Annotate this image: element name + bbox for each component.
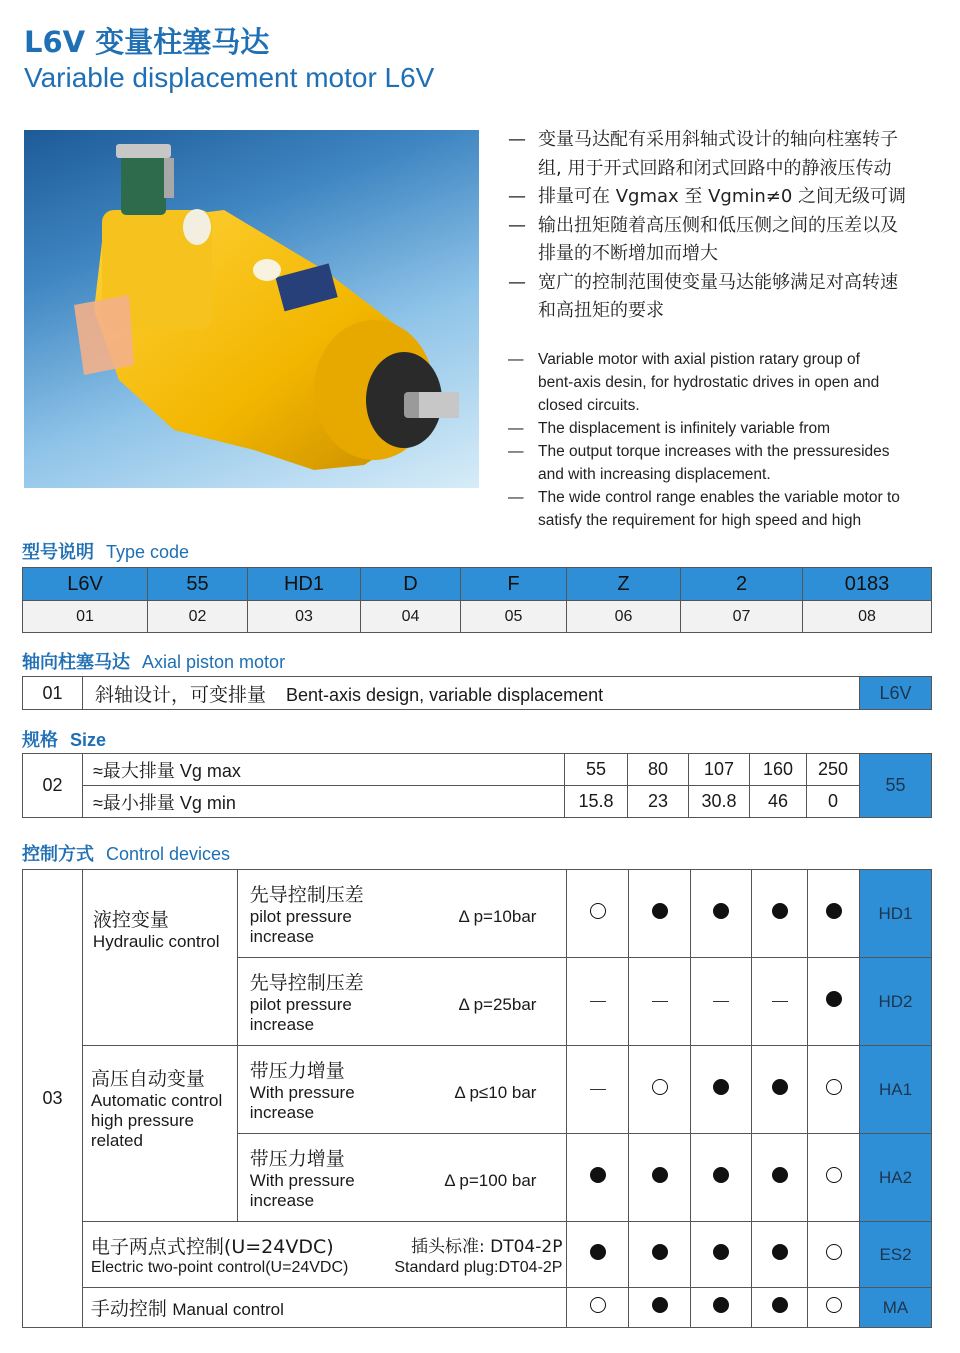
feature-cn-1: — 变量马达配有采用斜轴式设计的轴向柱塞转子 组, 用于开式回路和闭式回路中的静液压传动: [508, 129, 898, 179]
position-cell: 07: [681, 601, 803, 633]
availability-cell: [752, 958, 808, 1046]
code-cell: L6V: [23, 568, 148, 601]
availability-cell: [808, 1046, 860, 1134]
availability-cell: [629, 1222, 691, 1288]
product-photo: [24, 130, 479, 488]
dot-icon: [652, 1167, 668, 1183]
circle-icon: [826, 1244, 842, 1260]
feature-list: [508, 126, 938, 532]
code-badge: 55: [860, 754, 932, 818]
availability-cell: [629, 1134, 691, 1222]
dot-icon: [826, 903, 842, 919]
availability-cell: [567, 1134, 629, 1222]
dot-icon: [772, 1079, 788, 1095]
code-badge: L6V: [860, 677, 932, 710]
code-cell: 0183: [803, 568, 932, 601]
feature-en-3: — The output torque increases with the pressuresides and with increasing displacement.: [508, 442, 890, 483]
page-title-en: Variable displacement motor L6V: [24, 62, 435, 93]
circle-icon: [826, 1079, 842, 1095]
availability-cell: [691, 958, 752, 1046]
availability-cell: [691, 870, 752, 958]
circle-icon: [652, 1079, 668, 1095]
availability-cell: [808, 1134, 860, 1222]
code-cell: D: [361, 568, 461, 601]
availability-cell: [567, 1046, 629, 1134]
availability-cell: [752, 1222, 808, 1288]
availability-cell: [691, 1134, 752, 1222]
position-cell: 04: [361, 601, 461, 633]
availability-cell: [691, 1222, 752, 1288]
feature-cn-4: — 宽广的控制范围使变量马达能够满足对高转速 和高扭矩的要求: [508, 271, 898, 321]
dot-icon: [713, 1297, 729, 1313]
availability-cell: [808, 870, 860, 958]
control-option: 先导控制压差 pilot pressure Δ p=10bar increase: [237, 870, 567, 958]
circle-icon: [590, 1297, 606, 1313]
circle-icon: [826, 1167, 842, 1183]
availability-cell: [752, 1288, 808, 1328]
page-title-cn: L6V 变量柱塞马达: [24, 25, 270, 59]
hydraulic-control-label: 液控变量 Hydraulic control: [82, 870, 237, 1046]
dot-icon: [713, 1079, 729, 1095]
dash-icon: [652, 1001, 668, 1002]
code-badge: HA1: [860, 1046, 932, 1134]
dash-icon: [713, 1001, 729, 1002]
position-cell: 03: [248, 601, 361, 633]
feature-en-1: — Variable motor with axial pistion ratary group of bent-axis desin, for hydrostatic drives in open and closed circuits.: [508, 350, 880, 414]
code-badge: MA: [860, 1288, 932, 1328]
vg-min-value: 30.8: [689, 786, 750, 818]
vg-max-label: ≈最大排量 Vg max: [83, 754, 565, 786]
dash-icon: [590, 1089, 606, 1090]
code-cell: 55: [148, 568, 248, 601]
axial-table: [22, 676, 932, 710]
availability-cell: [808, 958, 860, 1046]
row-number: 01: [23, 677, 83, 710]
availability-cell: [629, 1046, 691, 1134]
circle-icon: [590, 903, 606, 919]
dot-icon: [713, 1167, 729, 1183]
position-cell: 06: [567, 601, 681, 633]
dot-icon: [590, 1244, 606, 1260]
position-cell: 01: [23, 601, 148, 633]
dash-icon: [590, 1001, 606, 1002]
dot-icon: [652, 903, 668, 919]
availability-cell: [808, 1288, 860, 1328]
code-cell: F: [461, 568, 567, 601]
vg-max-value: 80: [628, 754, 689, 786]
control-option: 先导控制压差 pilot pressure Δ p=25bar increase: [237, 958, 567, 1046]
dot-icon: [826, 991, 842, 1007]
control-option: 带压力增量 With pressure Δ p=100 bar increase: [237, 1134, 567, 1222]
vg-min-value: 15.8: [565, 786, 628, 818]
availability-cell: [567, 958, 629, 1046]
feature-en-2: — The displacement is infinitely variable from: [508, 419, 831, 437]
availability-cell: [752, 1046, 808, 1134]
dash-icon: [772, 1001, 788, 1002]
position-cell: 08: [803, 601, 932, 633]
availability-cell: [567, 1288, 629, 1328]
position-cell: 05: [461, 601, 567, 633]
vg-max-value: 55: [565, 754, 628, 786]
code-cell: HD1: [248, 568, 361, 601]
dot-icon: [713, 1244, 729, 1260]
dot-icon: [772, 903, 788, 919]
size-heading: 规格 Size: [22, 730, 107, 751]
dot-icon: [772, 1244, 788, 1260]
availability-cell: [691, 1046, 752, 1134]
feature-cn-3: — 输出扭矩随着高压侧和低压侧之间的压差以及 排量的不断增加而增大: [508, 214, 898, 264]
code-cell: 2: [681, 568, 803, 601]
vg-min-value: 0: [807, 786, 860, 818]
code-badge: HD1: [860, 870, 932, 958]
vg-max-value: 160: [750, 754, 807, 786]
code-badge: ES2: [860, 1222, 932, 1288]
position-cell: 02: [148, 601, 248, 633]
availability-cell: [629, 958, 691, 1046]
dot-icon: [772, 1167, 788, 1183]
availability-cell: [752, 1134, 808, 1222]
dot-icon: [590, 1167, 606, 1183]
dot-icon: [713, 903, 729, 919]
type-code-table: [22, 567, 932, 633]
manual-control-label: 手动控制 Manual control: [82, 1288, 567, 1328]
vg-min-label: ≈最小排量 Vg min: [83, 786, 565, 818]
vg-min-value: 23: [628, 786, 689, 818]
dot-icon: [652, 1297, 668, 1313]
code-badge: HD2: [860, 958, 932, 1046]
availability-cell: [808, 1222, 860, 1288]
vg-max-value: 107: [689, 754, 750, 786]
type-code-heading: 型号说明 Type code: [22, 542, 190, 563]
availability-cell: [629, 1288, 691, 1328]
feature-cn-2: — 排量可在 Vgmax 至 Vgmin≠0 之间无级可调: [508, 186, 907, 207]
electric-control-label: 电子两点式控制(U=24VDC) 插头标准: DT04-2P Electric two-point control(U=24VDC) Standard plug:DT04-2P: [82, 1222, 567, 1288]
size-table: [22, 753, 932, 818]
dot-icon: [652, 1244, 668, 1260]
availability-cell: [567, 870, 629, 958]
dot-icon: [772, 1297, 788, 1313]
vg-max-value: 250: [807, 754, 860, 786]
vg-min-value: 46: [750, 786, 807, 818]
control-table: [22, 869, 932, 1328]
axial-heading: 轴向柱塞马达 Axial piston motor: [22, 652, 286, 673]
feature-en-4: — The wide control range enables the variable motor to satisfy the requirement for high speed and high: [508, 488, 900, 529]
availability-cell: [752, 870, 808, 958]
row-number: 02: [23, 754, 83, 818]
axial-description: 斜轴设计，可变排量 Bent-axis design, variable displacement: [83, 677, 860, 710]
availability-cell: [567, 1222, 629, 1288]
availability-cell: [691, 1288, 752, 1328]
control-heading: 控制方式 Control devices: [22, 844, 231, 865]
control-option: 带压力增量 With pressure Δ p≤10 bar increase: [237, 1046, 567, 1134]
automatic-control-label: 高压自动变量 Automatic control high pressure related: [82, 1046, 237, 1222]
code-badge: HA2: [860, 1134, 932, 1222]
availability-cell: [629, 870, 691, 958]
circle-icon: [826, 1297, 842, 1313]
code-cell: Z: [567, 568, 681, 601]
row-number: 03: [23, 870, 83, 1328]
